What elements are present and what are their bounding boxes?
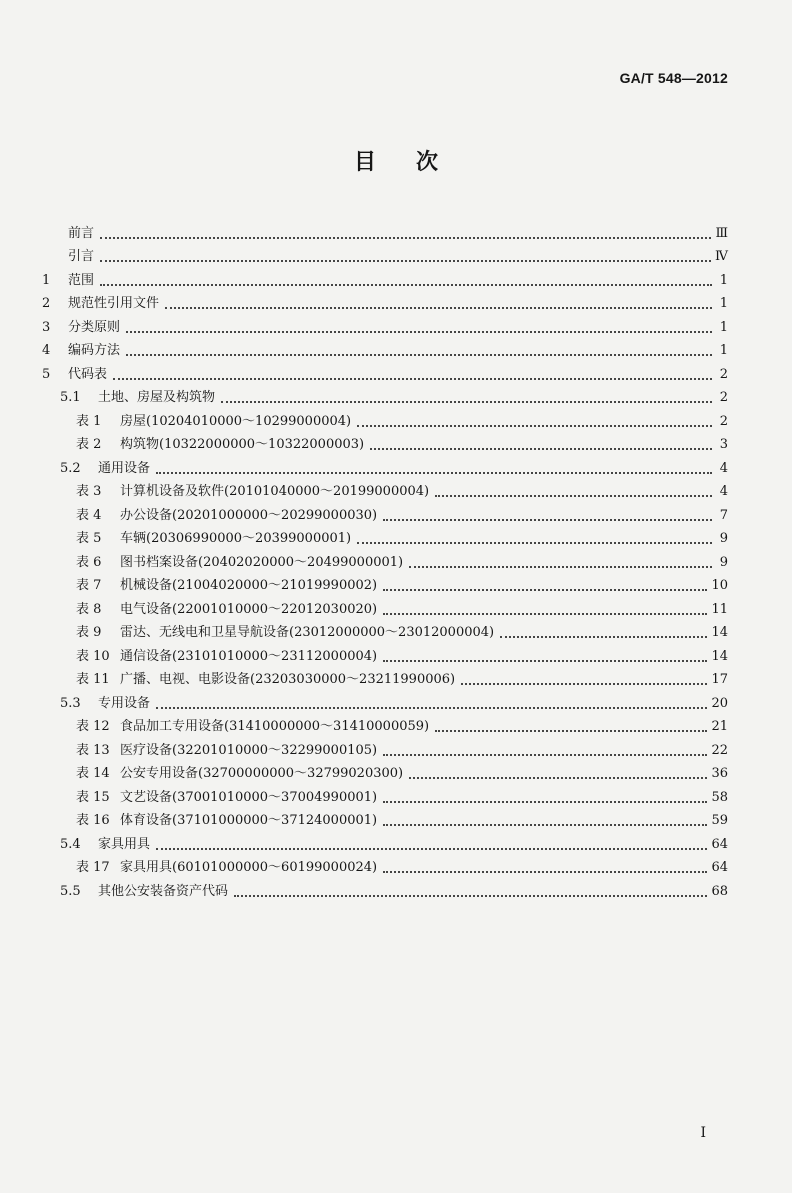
toc-entry-number: 表 6 [76,554,102,570]
dot-leader [383,824,707,826]
toc-entry-page: 64 [711,860,728,875]
dot-leader [383,519,712,521]
toc-entry[interactable] [42,312,728,336]
toc-entry-label: 房屋(10204010000～10299000004) [120,413,352,429]
dot-leader [383,660,707,662]
toc-entry-label: 通信设备(23101010000～23112000004) [120,648,378,664]
toc-entry[interactable] [42,782,728,806]
toc-entry[interactable] [42,242,728,266]
toc-entry[interactable] [42,524,728,548]
dot-leader [113,378,712,380]
toc-entry-label: 雷达、无线电和卫星导航设备(23012000000～23012000004) [120,625,495,640]
toc-entry-number: 5.3 [60,695,81,711]
toc-entry-label: 医疗设备(32201010000～32299000105) [120,742,378,758]
dot-leader [383,589,707,591]
toc-entry-page: 3 [719,437,728,452]
toc-entry-number: 表 13 [76,742,110,758]
toc-entry-number: 表 4 [76,507,102,523]
toc-entry[interactable] [42,500,728,524]
toc-entry-number: 表 17 [76,860,110,875]
toc-entry-page: 59 [711,813,728,828]
toc-entry[interactable] [42,477,728,501]
dot-leader [461,683,707,685]
dot-leader [370,448,712,450]
toc-entry-number: 表 9 [76,625,102,640]
toc-entry[interactable] [42,547,728,571]
toc-entry[interactable] [42,829,728,853]
toc-entry-number: 表 14 [76,766,110,781]
dot-leader [165,307,712,309]
toc-entry-number: 表 5 [76,531,102,546]
dot-leader [383,801,707,803]
toc-entry[interactable] [42,571,728,595]
toc-entry-label: 车辆(20306990000～20399000001) [120,531,352,546]
dot-leader [221,401,712,403]
toc-entry-page: 4 [719,460,728,476]
toc-entry[interactable] [42,383,728,407]
toc-entry-page: 11 [711,601,728,617]
toc-entry-label: 规范性引用文件 [68,296,160,311]
title-char-1: 目 [353,150,376,175]
toc-entry-page: 9 [719,554,728,570]
toc-entry-label: 食品加工专用设备(31410000000～31410000059) [120,719,430,734]
toc-entry[interactable] [42,806,728,830]
toc-entry-number: 5 [42,366,51,382]
toc-entry-label: 引言 [68,249,95,264]
toc-entry-page: 17 [711,672,728,687]
toc-entry-label: 广播、电视、电影设备(23203030000～23211990006) [120,672,456,687]
toc-entry-label: 前言 [68,225,95,241]
toc-entry-number: 表 1 [76,413,102,429]
page-title [0,145,792,176]
toc-entry-label: 家具用具 [98,836,151,852]
toc-entry-page: 1 [719,319,728,335]
toc-entry-label: 家具用具(60101000000～60199000024) [120,860,378,875]
toc-entry-number: 表 10 [76,648,110,664]
dot-leader [357,425,712,427]
toc-entry-number: 4 [42,343,51,358]
toc-entry-number: 5.4 [60,836,81,852]
toc-entry-label: 土地、房屋及构筑物 [98,390,216,405]
dot-leader [100,237,711,239]
toc-entry-label: 计算机设备及软件(20101040000～20199000004) [120,484,430,499]
toc-entry[interactable] [42,876,728,900]
standard-number: GA/T 548—2012 [619,70,728,86]
toc-entry-page: Ⅳ [715,249,728,264]
toc-entry-label: 代码表 [68,366,108,382]
toc-entry-label: 办公设备(20201000000～20299000030) [120,507,378,523]
dot-leader [357,542,712,544]
toc-entry[interactable] [42,853,728,877]
toc-entry-page: 2 [719,390,728,405]
toc-entry[interactable] [42,406,728,430]
toc-entry-number: 3 [42,319,51,335]
table-of-contents [42,218,728,900]
toc-entry[interactable] [42,641,728,665]
toc-entry-page: 1 [719,343,728,358]
dot-leader [126,331,712,333]
toc-entry-number: 2 [42,296,51,311]
toc-entry[interactable] [42,430,728,454]
toc-entry[interactable] [42,218,728,242]
toc-entry-label: 图书档案设备(20402020000～20499000001) [120,554,404,570]
toc-entry-number: 表 3 [76,484,102,499]
toc-entry-number: 表 12 [76,719,110,734]
toc-entry-number: 5.2 [60,460,81,476]
dot-leader [383,871,707,873]
toc-entry-label: 文艺设备(37001010000～37004990001) [120,789,378,805]
toc-entry-label: 体育设备(37101000000～37124000001) [120,813,378,828]
dot-leader [156,707,707,709]
dot-leader [100,260,711,262]
dot-leader [100,284,712,286]
toc-entry[interactable] [42,594,728,618]
toc-entry-label: 通用设备 [98,460,151,476]
toc-entry-page: 4 [719,484,728,499]
toc-entry-page: 10 [711,578,728,593]
dot-leader [435,495,712,497]
toc-entry[interactable] [42,359,728,383]
toc-entry-label: 范围 [68,272,95,288]
toc-entry-page: 36 [711,766,728,781]
toc-entry-label: 分类原则 [68,319,121,335]
toc-entry-number: 表 8 [76,601,102,617]
dot-leader [500,636,707,638]
toc-entry-page: 2 [719,366,728,382]
toc-entry-label: 构筑物(10322000000～10322000003) [120,437,365,452]
toc-entry-number: 表 15 [76,789,110,805]
dot-leader [156,848,707,850]
dot-leader [156,472,712,474]
toc-entry-page: 1 [719,272,728,288]
dot-leader [383,613,707,615]
toc-entry[interactable] [42,289,728,313]
toc-entry[interactable] [42,712,728,736]
toc-entry-page: 2 [719,413,728,429]
toc-entry-number: 5.1 [60,390,81,405]
toc-entry-label: 电气设备(22001010000～22012030020) [120,601,378,617]
title-char-2: 次 [416,150,439,175]
dot-leader [409,777,707,779]
toc-entry-number: 表 7 [76,578,102,593]
toc-entry[interactable] [42,336,728,360]
toc-entry-label: 编码方法 [68,343,121,358]
toc-entry-page: 14 [711,648,728,664]
toc-entry[interactable] [42,265,728,289]
toc-entry-page: 1 [719,296,728,311]
toc-entry-page: 9 [719,531,728,546]
dot-leader [126,354,712,356]
toc-entry-page: 64 [711,836,728,852]
toc-entry-label: 公安专用设备(32700000000～32799020300) [120,766,404,781]
toc-entry-number: 表 16 [76,813,110,828]
toc-entry[interactable] [42,453,728,477]
toc-entry[interactable] [42,688,728,712]
dot-leader [383,754,707,756]
dot-leader [435,730,707,732]
toc-entry-number: 表 2 [76,437,102,452]
toc-entry-page: 14 [711,625,728,640]
toc-entry[interactable] [42,618,728,642]
toc-entry-label: 机械设备(21004020000～21019990002) [120,578,378,593]
toc-entry-label: 其他公安装备资产代码 [98,883,229,899]
toc-entry-label: 专用设备 [98,695,151,711]
toc-entry-page: Ⅲ [715,225,728,241]
toc-entry-number: 表 11 [76,672,110,687]
toc-entry-page: 20 [711,695,728,711]
toc-entry-page: 21 [711,719,728,734]
toc-entry[interactable] [42,665,728,689]
toc-entry[interactable] [42,759,728,783]
toc-entry-page: 7 [719,507,728,523]
toc-entry[interactable] [42,735,728,759]
dot-leader [409,566,712,568]
page-number: I [700,1125,706,1141]
toc-entry-page: 68 [711,883,728,899]
toc-entry-page: 22 [711,742,728,758]
dot-leader [234,895,707,897]
toc-entry-number: 5.5 [60,883,81,899]
toc-entry-number: 1 [42,272,51,288]
toc-entry-page: 58 [711,789,728,805]
